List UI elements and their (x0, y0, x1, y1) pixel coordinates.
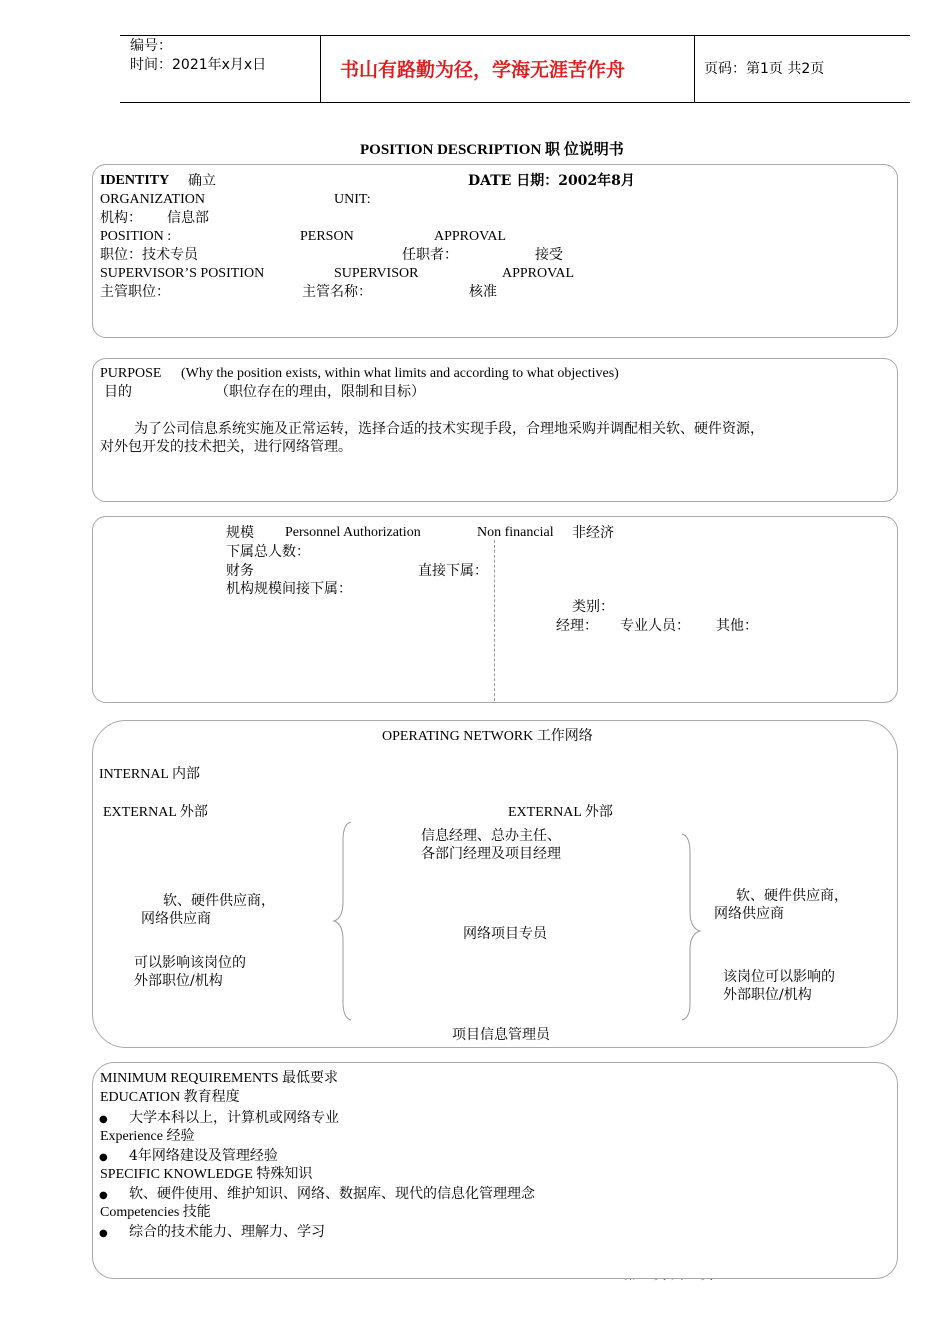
supervisor-label: SUPERVISOR (334, 266, 419, 281)
total-staff-label: 下属总人数： (226, 544, 310, 560)
purpose-body-line1: 为了公司信息系统实施及正常运转，选择合适的技术实现手段，合理地采购并调配相关软、硬件资源， (134, 421, 764, 437)
approval-label: APPROVAL (434, 229, 507, 244)
position-label: POSITION : (100, 229, 172, 244)
purpose-heading-desc-cn: （职位存在的理由，限制和目标） (215, 384, 425, 400)
center-role: 网络项目专员 (463, 926, 547, 942)
identity-heading: IDENTITY (100, 173, 170, 188)
right-brace (682, 834, 700, 1020)
bullet-icon: ● (99, 1152, 108, 1163)
purpose-heading-desc: (Why the position exists, within what limits and according to what objectives) (181, 366, 619, 381)
organization-value: 信息部 (167, 210, 209, 226)
manager-label: 经理： (556, 618, 598, 634)
left-vendor-line1: 软、硬件供应商， (163, 893, 275, 909)
indirect-reports-label: 机构规模间接下属： (226, 581, 352, 597)
professional-label: 专业人员： (620, 618, 690, 634)
supervisor-position-cn-label: 主管职位： (100, 284, 170, 300)
direct-reports-label: 直接下属： (418, 563, 488, 579)
organization-label: ORGANIZATION (100, 192, 205, 207)
unit-label: UNIT: (334, 192, 371, 207)
purpose-heading-cn: 目的 (104, 384, 132, 400)
network-heading: OPERATING NETWORK 工作网络 (382, 729, 593, 744)
supervisor-name-cn-label: 主管名称： (302, 284, 372, 300)
non-financial-cn-label: 非经济 (572, 525, 614, 541)
center-top-line1: 信息经理、总办主任、 (421, 828, 561, 844)
experience-label: Experience 经验 (100, 1129, 195, 1144)
accept-cn-label: 接受 (535, 247, 563, 263)
approve-cn-label: 核准 (469, 284, 497, 300)
person-label: PERSON (300, 229, 354, 244)
identity-heading-cn: 确立 (188, 173, 216, 189)
scale-heading-cn: 规模 (226, 525, 254, 541)
supervisor-position-label: SUPERVISOR’S POSITION (100, 266, 265, 281)
identity-date: DATE 日期：2002年8月 (468, 173, 635, 189)
knowledge-label: SPECIFIC KNOWLEDGE 特殊知识 (100, 1167, 313, 1182)
experience-item: 4年网络建设及管理经验 (129, 1148, 278, 1164)
organization-cn-label: 机构： (100, 210, 142, 226)
internal-label: INTERNAL 内部 (99, 767, 200, 782)
supervisor-approval-label: APPROVAL (502, 266, 575, 281)
header-number-label: 编号： (130, 38, 172, 54)
category-label: 类别： (572, 599, 614, 615)
bullet-icon: ● (99, 1190, 108, 1201)
education-item: 大学本科以上，计算机或网络专业 (129, 1110, 339, 1126)
right-influence-line2: 外部职位/机构 (723, 987, 812, 1003)
right-influence-line1: 该岗位可以影响的 (723, 969, 835, 985)
purpose-heading: PURPOSE (100, 366, 162, 381)
document-title: POSITION DESCRIPTION 职 位说明书 (360, 142, 624, 158)
non-financial-label: Non financial (477, 525, 554, 540)
external-right-label: EXTERNAL 外部 (508, 805, 613, 820)
competencies-label: Competencies 技能 (100, 1205, 211, 1220)
left-influence-line1: 可以影响该岗位的 (134, 955, 246, 971)
knowledge-item: 软、硬件使用、维护知识、网络、数据库、现代的信息化管理理念 (129, 1186, 535, 1202)
finance-label: 财务 (226, 563, 254, 579)
bullet-icon: ● (99, 1114, 108, 1125)
center-top-line2: 各部门经理及项目经理 (421, 846, 561, 862)
right-vendor-line1: 软、硬件供应商， (736, 888, 848, 904)
header-motto: 书山有路勤为径，学海无涯苦作舟 (340, 59, 626, 81)
other-label: 其他： (716, 618, 758, 634)
bullet-icon: ● (99, 1228, 108, 1239)
header-page-info: 页码：第1页 共2页 (704, 61, 825, 77)
person-cn-label: 任职者： (402, 247, 458, 263)
education-label: EDUCATION 教育程度 (100, 1090, 240, 1105)
right-vendor-line2: 网络供应商 (714, 906, 784, 922)
requirements-heading: MINIMUM REQUIREMENTS 最低要求 (100, 1071, 338, 1086)
personnel-authorization-label: Personnel Authorization (285, 525, 421, 540)
left-vendor-line2: 网络供应商 (141, 911, 211, 927)
header-time-label: 时间：2021年x月x日 (130, 57, 267, 73)
purpose-body-line2: 对外包开发的技术把关，进行网络管理。 (100, 439, 352, 455)
left-brace (334, 822, 351, 1020)
bottom-role: 项目信息管理员 (440, 1027, 562, 1044)
left-influence-line2: 外部职位/机构 (134, 973, 223, 989)
external-left-label: EXTERNAL 外部 (103, 805, 208, 820)
position-cn-value: 职位：技术专员 (100, 247, 198, 263)
competencies-item: 综合的技术能力、理解力、学习 (129, 1224, 325, 1240)
